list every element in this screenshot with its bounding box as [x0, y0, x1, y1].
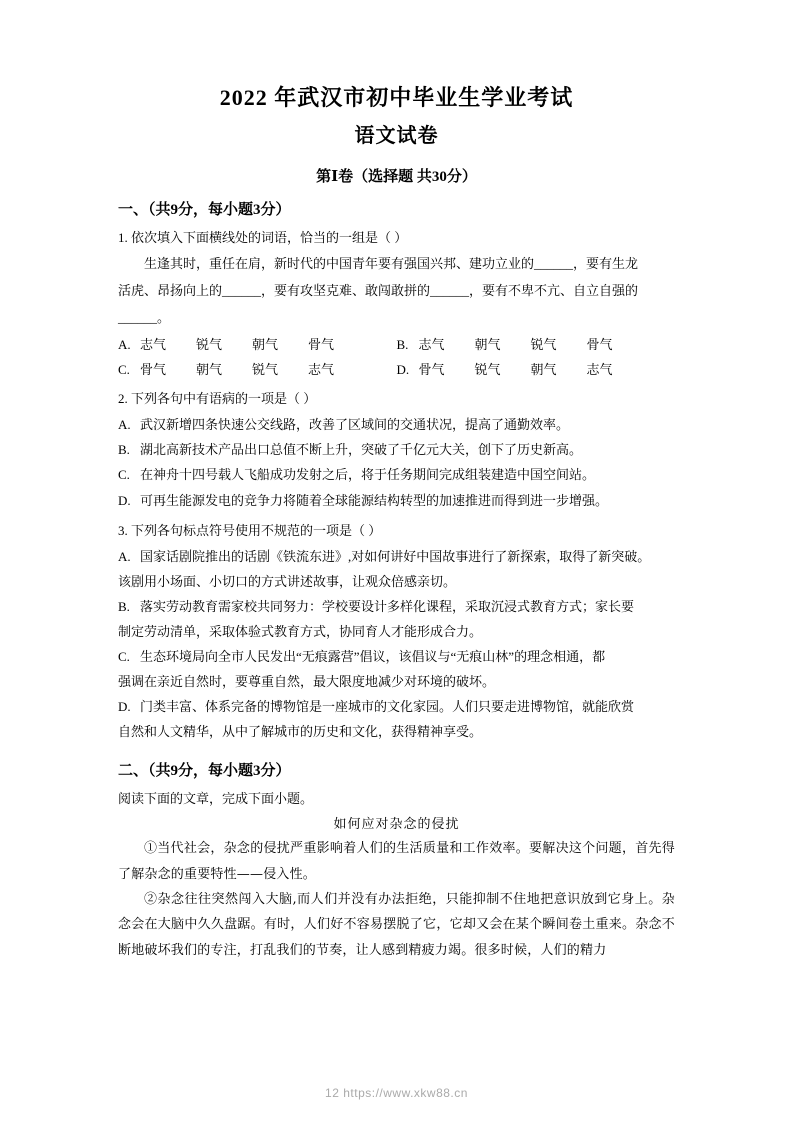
- option-letter: D.: [396, 361, 410, 377]
- option-word: 朝气: [196, 361, 223, 377]
- option-letter: B.: [396, 336, 409, 352]
- section-two-heading: 二、（共9分，每小题3分）: [118, 763, 291, 780]
- option-word: 锐气: [252, 361, 279, 377]
- option-word: 骨气: [140, 361, 167, 377]
- question-1-passage-line-3: ______。: [118, 309, 171, 325]
- article-paragraph-2: ②杂念往往突然闯入大脑,而人们并没有办法拒绝，只能抑制不住地把意识放到它身上。杂念会在大脑中久久盘踞。有时，人们好不容易摆脱了它，它却又会在某个瞬间卷土重来。杂念不断地破坏我们的专注，打乱我们的节奏，让人感到精疲力竭。很多时候，人们的精力: [118, 891, 675, 958]
- option-word: 志气: [140, 336, 167, 352]
- question-2-stem: 2. 下列各句中有语病的一项是（ ）: [118, 391, 317, 407]
- option-word: 朝气: [530, 361, 557, 377]
- question-3-choice-b-cont: 制定劳动清单，采取体验式教育方式，协同育人才能形成合力。: [118, 623, 483, 639]
- option-word: 骨气: [308, 336, 335, 352]
- question-1-option-b[interactable]: [397, 333, 676, 358]
- choice-text: 湖北高新技术产品出口总值不断上升，突破了千亿元大关，创下了历史新高。: [140, 442, 583, 458]
- choice-letter: B.: [118, 442, 130, 458]
- option-word: 志气: [308, 361, 335, 377]
- question-2-choice-d[interactable]: [118, 489, 675, 513]
- choice-letter: A.: [118, 417, 131, 433]
- question-1-passage-line-2: 活虎、昂扬向上的______，要有攻坚克难、敢闯敢拼的______，要有不卑不亢、自立自强的: [118, 282, 639, 298]
- question-3-choice-d[interactable]: [118, 695, 675, 719]
- question-2-choice-b[interactable]: [118, 438, 675, 462]
- question-2-choice-c[interactable]: [118, 463, 675, 487]
- choice-letter: C.: [118, 467, 130, 483]
- question-3-stem: 3. 下列各句标点符号使用不规范的一项是（ ）: [118, 522, 382, 538]
- question-1-passage-line-1: 生逢其时，重任在肩，新时代的中国青年要有强国兴邦、建功立业的______，要有生龙: [144, 255, 639, 271]
- page-footer-watermark: 12 https://www.xkw88.cn: [325, 1086, 468, 1100]
- question-1-options-row-2: [118, 358, 675, 383]
- option-word: 朝气: [474, 336, 501, 352]
- paper-part-heading: 第Ⅰ卷（选择题 共30分）: [316, 168, 477, 185]
- choice-letter: A.: [118, 548, 131, 564]
- section-two-instruction: 阅读下面的文章，完成下面小题。: [118, 791, 314, 807]
- choice-text: 可再生能源发电的竞争力将随着全球能源结构转型的加速推进而得到进一步增强。: [140, 492, 609, 508]
- page-title: 2022 年武汉市初中毕业生学业考试: [219, 85, 574, 110]
- choice-text: 门类丰富、体系完备的博物馆是一座城市的文化家园。人们只要走进博物馆，就能欣赏: [140, 699, 635, 714]
- option-word: 朝气: [252, 336, 279, 352]
- choice-text: 国家话剧院推出的话剧《铁流东进》,对如何讲好中国故事进行了新探索，取得了新突破。: [140, 548, 651, 564]
- question-3-choice-a-cont: 该剧用小场面、小切口的方式讲述故事，让观众倍感亲切。: [118, 573, 457, 589]
- question-1-option-a[interactable]: [118, 333, 397, 358]
- choice-text: 生态环境局向全市人民发出“无痕露营”倡议，该倡议与“无痕山林”的理念相通，都: [140, 648, 606, 664]
- section-one-heading: 一、（共9分，每小题3分）: [118, 201, 291, 218]
- choice-letter: B.: [118, 598, 130, 614]
- option-word: 志气: [586, 361, 613, 377]
- option-word: 锐气: [530, 336, 557, 352]
- question-3-choice-a[interactable]: [118, 545, 675, 569]
- article-title: 如何应对杂念的侵扰: [333, 817, 460, 833]
- choice-letter: D.: [118, 699, 131, 714]
- option-word: 骨气: [418, 361, 445, 377]
- choice-text: 武汉新增四条快速公交线路，改善了区域间的交通状况，提高了通勤效率。: [140, 417, 570, 433]
- choice-text: 落实劳动教育需家校共同努力：学校要设计多样化课程，采取沉浸式教育方式；家长要: [140, 598, 635, 614]
- option-word: 志气: [418, 336, 445, 352]
- question-3-choice-d-cont: 自然和人文精华，从中了解城市的历史和文化，获得精神享受。: [118, 724, 483, 740]
- option-letter: C.: [118, 361, 130, 377]
- choice-text: 在神舟十四号载人飞船成功发射之后，将于任务期间完成组装建造中国空间站。: [140, 467, 596, 483]
- question-1-option-d[interactable]: [397, 358, 676, 383]
- option-letter: A.: [118, 336, 131, 352]
- question-3-choice-c[interactable]: [118, 645, 675, 669]
- option-word: 锐气: [196, 336, 223, 352]
- option-word: 骨气: [586, 336, 613, 352]
- article-paragraph-1: ①当代社会，杂念的侵扰严重影响着人们的生活质量和工作效率。要解决这个问题，首先得了解杂念的重要特性——侵入性。: [118, 841, 675, 882]
- question-1-option-c[interactable]: [118, 358, 397, 383]
- option-word: 锐气: [474, 361, 501, 377]
- question-3-choice-b[interactable]: [118, 595, 675, 619]
- question-1-stem: 1. 依次填入下面横线处的词语，恰当的一组是（ ）: [118, 229, 408, 245]
- page-subtitle: 语文试卷: [354, 124, 439, 147]
- question-1-options-row-1: [118, 333, 675, 358]
- question-3-choice-c-cont: 强调在亲近自然时，要尊重自然，最大限度地减少对环境的破坏。: [118, 673, 496, 689]
- choice-letter: D.: [118, 492, 131, 508]
- choice-letter: C.: [118, 648, 130, 664]
- question-2-choice-a[interactable]: [118, 413, 675, 437]
